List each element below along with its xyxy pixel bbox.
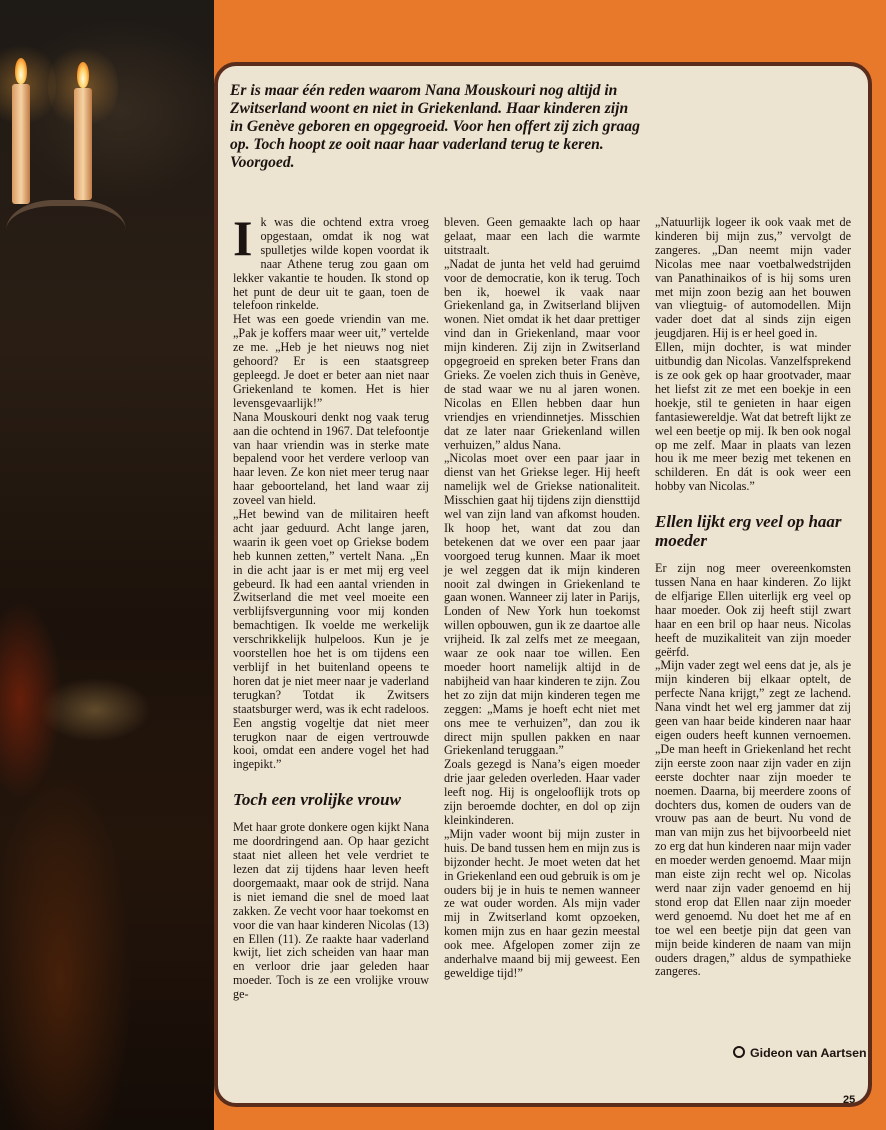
paragraph: bleven. Geen gemaakte lach op haar gelaat, maar een lach die warmte uitstraalt. [444, 215, 640, 257]
paragraph: Er zijn nog meer overeenkomsten tussen Nana en haar kinderen. Zo lijkt de elfjarige Ellen uiterlijk erg veel op haar moeder. Ook zij heeft stijl zwart haar en een bril op haar neus. Nicolas heeft de muzikaliteit van zijn moeder geërfd. [655, 561, 851, 659]
paragraph: „Nicolas moet over een paar jaar in dienst van het Griekse leger. Hij heeft namelijk wel de Griekse nationaliteit. Misschien gaat hij tijdens zijn diensttijd wel van zijn land van afkomst houden. Ik hoop het, want dat zou dan betekenen dat we over een paar jaar voorgoed terug kunnen. Maar ik moet je wel zeggen dat ik mijn kinderen nooit zal dwingen in Griekenland te gaan wonen. Wanneer zij later in Parijs, Londen of New York hun toekomst willen opbouwen, gun ik ze daartoe alle vrijheid. Ik zal zelfs met ze meegaan, waar ze ook naar toe willen. Een moeder hoort namelijk altijd in de nabijheid van haar kinderen te zijn. Zou het zo zijn dat mijn kinderen tegen me zeggen: „Mams je hoeft echt niet met ons mee te verhuizen”, dan zou ik direct mijn spullen pakken en naar Griekenland teruggaan.” [444, 451, 640, 758]
paragraph: „Het bewind van de militairen heeft acht jaar geduurd. Acht lange jaren, waarin ik geen voet op Griekse bodem heb kunnen zetten,” vertelt Nana. „En in die acht jaar is er met mij erg veel gebeurd. Ik had een aantal vrienden in Zwitserland die met veel moeite een verblijfsvergunning voor mij konden bemachtigen. Ik voelde me werkelijk verschrikkelijk hulpeloos. Kun je je voorstellen hoe het is om tijdens een verblijf in het buitenland opeens te horen dat je niet meer naar je vaderland terugkan? Totdat ik Zwitsers staatsburger werd, was ik echt radeloos. Een angstig vogeltje dat niet meer terugkon naar de eigen vertrouwde kooi, omdat een andere vogel het had ingepikt.” [233, 507, 429, 772]
candle-flame [77, 62, 89, 88]
paragraph: Zoals gezegd is Nana’s eigen moeder drie jaar geleden overleden. Haar vader leeft nog. Hij is ongelooflijk trots op zijn beroemde dochter, en dol op zijn kleinkinderen. [444, 757, 640, 827]
article-column-2 [444, 216, 640, 981]
paragraph: „Mijn vader zegt wel eens dat je, als je mijn kinderen bij elkaar optelt, de perfecte Nana krijgt,” zegt ze lachend. Nana vindt het wel erg jammer dat zij geen van haar beide kinderen naar haar eigen ouders heeft kunnen vernoemen. „De man heeft in Griekenland het recht zijn eerste zoon naar zijn vader en zijn eerste dochter naar zijn moeder te noemen. Daarna, bij meerdere zoons of dochters dus, komen de ouders van de vrouw pas aan de beurt. Nu vond de man van mijn zus het bijvoorbeeld niet zo erg dat hun kinderen naar mijn vader en moeder werden genoemd. Maar mijn man eiste zijn recht wel op. Nicolas werd naar zijn vader genoemd en hij stond erop dat Ellen naar zijn moeder werd genoemd. Nu doet het me af en toe wel een beetje pijn dat geen van mijn beide kinderen de naam van mijn ouders dragen,” aldus de sympathieke zangeres. [655, 658, 851, 979]
paragraph: Met haar grote donkere ogen kijkt Nana me doordringend aan. Op haar gezicht staat niet alleen het vele verdriet te lezen dat zij tijdens haar leven heeft doorgemaakt, maar ook de strijd. Nana is niet iemand die snel de moed laat zakken. Ze vecht voor haar toekomst en voor die van haar kinderen Nicolas (13) en Ellen (11). Ze raakte haar vaderland kwijt, liet zich scheiden van haar man en verloor drie jaar geleden haar moeder. Toch is ze een vrolijke vrouw ge- [233, 820, 429, 1002]
author-name: Gideon van Aartsen [750, 1046, 867, 1060]
article-column-3 [655, 216, 851, 979]
paragraph: „Nadat de junta het veld had geruimd voor de democratie, kon ik terug. Toch ben ik, hoewel ik vaak naar Griekenland ga, in Zwitserland blijven wonen. Niet omdat ik het daar prettiger vind dan in Griekenland, maar voor mijn kinderen. Zij zijn in Zwitserland opgegroeid en spreken beter Frans dan Grieks. Ze voelen zich thuis in Genève, de stad waar we nu al jaren wonen. Nicolas en Ellen hebben daar hun vriendjes en vriendinnetjes. Misschien dat ze later naar Griekenland willen verhuizen,” aldus Nana. [444, 256, 640, 452]
author-byline [733, 1046, 867, 1060]
paragraph: „Mijn vader woont bij mijn zuster in huis. De band tussen hem en mijn zus is bijzonder hecht. Je moet weten dat het in Griekenland een oud gebruik is om je ouders bij je in huis te nemen wanneer ze wat ouder worden. Als mijn vader mij in Zwitserland komt opzoeken, komen mijn zus en haar gezin meestal ook mee. Afgelopen zomer zijn ze anderhalve maand bij mij geweest. Een geweldige tijd!” [444, 826, 640, 980]
article-intro: Er is maar één reden waarom Nana Mouskouri nog altijd in Zwitserland woont en niet in Griekenland. Haar kinderen zijn in Genève geboren en opgegroeid. Voor hen offert zij zich graag op. Toch hoopt ze ooit naar haar vaderland terug te keren. Voorgoed. [230, 82, 640, 171]
candlelight-photo [0, 0, 214, 1130]
candle [74, 88, 92, 200]
circle-bullet-icon [733, 1046, 745, 1058]
page-number: 25 [843, 1094, 856, 1106]
paragraph: Ik was die ochtend extra vroeg opgestaan, omdat ik nog wat spulletjes wilde kopen voordat ik naar Athene terug zou gaan om lekker vakantie te houden. Ik stond op het punt de deur uit te gaan, toen de telefoon rinkelde. [233, 210, 429, 313]
paragraph: Nana Mouskouri denkt nog vaak terug aan die ochtend in 1967. Dat telefoontje van haar vriendin was in sterke mate bepalend voor het verdere verloop van haar leven. Ze kon niet meer terug naar haar geboorteland, het land waar zij zoveel van hield. [233, 409, 429, 508]
paragraph: „Natuurlijk logeer ik ook vaak met de kinderen bij mijn zus,” vervolgt de zangeres. „Dan neemt mijn vader Nicolas mee naar voetbalwedstrijden van Panathinaikos of is hij soms uren met mijn zoon bezig aan het bouwen van vliegtuig- of automodellen. Mijn vader doet dat al sinds zijn eigen jeugdjaren. Hij is er heel goed in. [655, 215, 851, 341]
section-heading: Toch een vrolijke vrouw [233, 790, 401, 810]
candle [12, 84, 30, 204]
paragraph: Ellen, mijn dochter, is wat minder uitbundig dan Nicolas. Vanzelfsprekend is ze ook gek op haar grootvader, maar het liefst zit ze met een boekje in een hoekje, stil te genieten in haar eigen fantasiewereldje. Wat dat betreft lijkt ze wel een beetje op mij. Ik ben ook nogal op me zelf. Maar in plaats van lezen hou ik me meer bezig met tekenen en schilderen. En dát is ook weer een hobby van Nicolas.” [655, 340, 851, 494]
candle-flame [15, 58, 27, 84]
section-heading: Ellen lijkt erg veel op haar moeder [655, 512, 842, 551]
drop-cap: I [233, 210, 253, 266]
candle-holder [6, 200, 126, 276]
paragraph: Het was een goede vriendin van me. „Pak je koffers maar weer uit,” vertelde ze me. „Heb je het nieuws nog niet gehoord? Er is een staatsgreep gepleegd. Je doet er beter aan niet naar Griekenland te komen. Het is hier levensgevaarlijk!” [233, 312, 429, 410]
article-column-1 [233, 210, 429, 1002]
